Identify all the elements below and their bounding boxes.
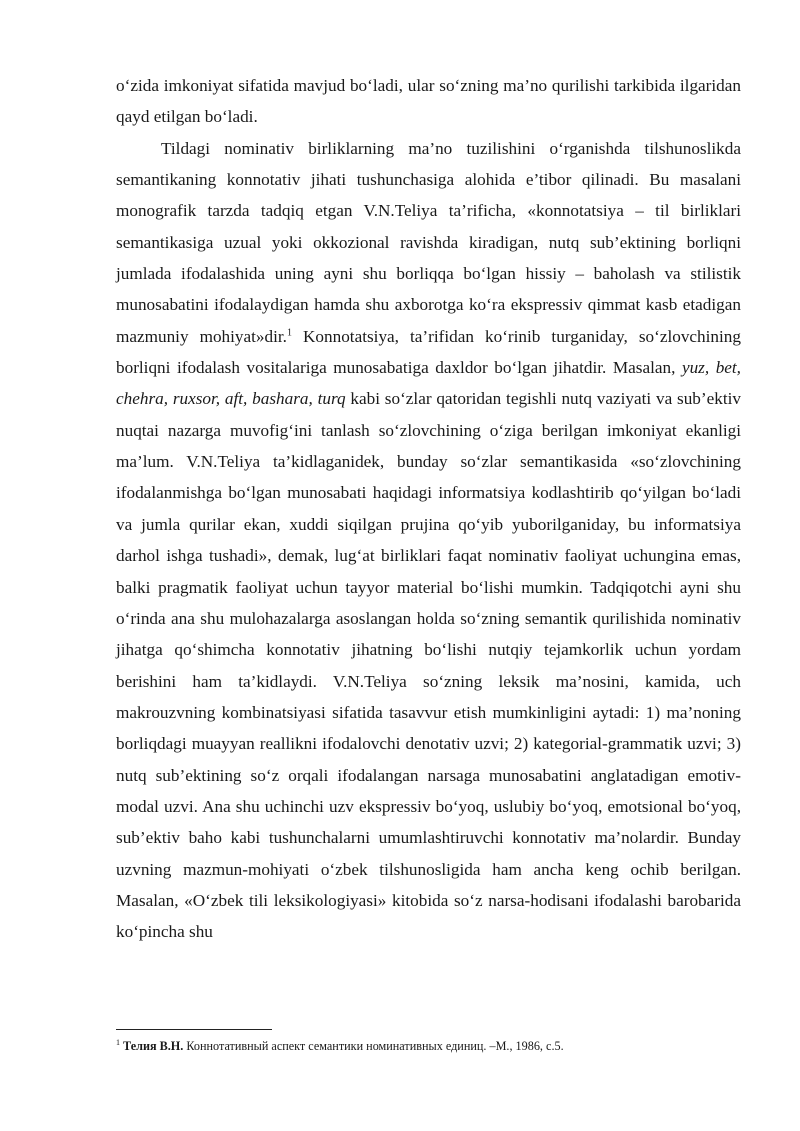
footnote-text: Коннотативный аспект семантики номинативных единиц. –М., 1986, с.5. [183, 1039, 564, 1053]
paragraph-sentence-2: Konnotatsiya, ta’rifidan ko‘rinib turganiday, so‘zlovchining borliqni ifodalash vositalariga munosabatiga daxldor bo‘lgan jihatdir. Masalan, [116, 326, 741, 378]
paragraph-continuation: o‘zida imkoniyat sifatida mavjud bo‘ladi, ular so‘zning ma’no qurilishi tarkibida ilgaridan qayd etilgan bo‘ladi. [116, 76, 741, 127]
body-text [116, 70, 741, 948]
footnote-author: Телия В.Н. [123, 1039, 184, 1053]
example-words: yuz, bet, chehra, ruxsor, aft, bashara, turq [116, 358, 741, 409]
footnote-divider [116, 1029, 272, 1030]
footnote-reference[interactable]: 1 [286, 327, 292, 339]
paragraph-sentence-3: kabi so‘zlar qatoridan tegishli nutq vaziyati va sub’ektiv nuqtai nazarga muvofig‘ini tanlash so‘zlovchining o‘ziga berilgan imkoniyat ekanligi ma’lum. V.N.Teliya ta’kidlaganidek, bunday so‘zlar semantikasida «so‘zlovchining ifodalanmishga bo‘lgan munosabati haqidagi informatsiya kodlashtirib qo‘yilgan bo‘ladi va jumla qurilar ekan, xuddi siqilgan prujina qo‘yib yuborilganiday, bu informatsiya darhol ishga tushadi», demak, lug‘at birliklari faqat nominativ faoliyat uchungina emas, balki pragmatik faoliyat uchun tayyor material bo‘lishi mumkin. Tadqiqotchi ayni shu o‘rinda ana shu mulohazalarga asoslangan holda so‘zning semantik qurilishida nominativ jihatga qo‘shimcha konnotativ jihatning bo‘lishi nutqiy tejamkorlik uchun yordam berishini ham ta’kidlaydi. V.N.Teliya so‘zning leksik ma’nosini, kamida, uch makrouzvning kombinatsiyasi sifatida tasavvur etish mumkinligini aytadi: 1) ma’noning borliqdagi muayyan reallikni ifodalovchi denotativ uzvi; 2) kategorial-grammatik uzvi; 3) nutq sub’ektining so‘z orqali ifodalangan narsaga munosabatini anglatadigan emotiv-modal uzvi. Ana shu uchinchi uzv ekspressiv bo‘yoq, uslubiy bo‘yoq, emotsional bo‘yoq, sub’ektiv baho kabi tushunchalarni umumlashtiruvchi konnotativ ma’nolardir. Bunday uzvning mazmun-mohiyati o‘zbek tilshunosligida ham ancha keng ochib berilgan. Masalan, «O‘zbek tili leksikologiyasi» kitobida so‘z narsa-hodisani ifodalashi barobarida ko‘pincha shu [116, 389, 741, 942]
paragraph-sentence-1: Tildagi nominativ birliklarning ma’no tuzilishini o‘rganishda tilshunoslikda semantikaning konnotativ jihati tushunchasiga alohida e’tibor qilinadi. Bu masalani monografik tarzda tadqiq etgan V.N.Teliya ta’rificha, «konnotatsiya – til birliklari semantikasiga uzual yoki okkozional ravishda kiradigan, nutq sub’ektining borliqni jumlada ifodalashida uning ayni shu borliqqa bo‘lgan hissiy – baholash va stilistik munosabatini ifodalaydigan hamda shu axborotga ko‘ra ekspressiv qimmat kasb etadigan mazmuniy mohiyat»dir. [116, 138, 741, 346]
footnote [116, 1038, 756, 1054]
footnote-number: 1 [116, 1037, 120, 1047]
paragraph-main [116, 133, 741, 948]
